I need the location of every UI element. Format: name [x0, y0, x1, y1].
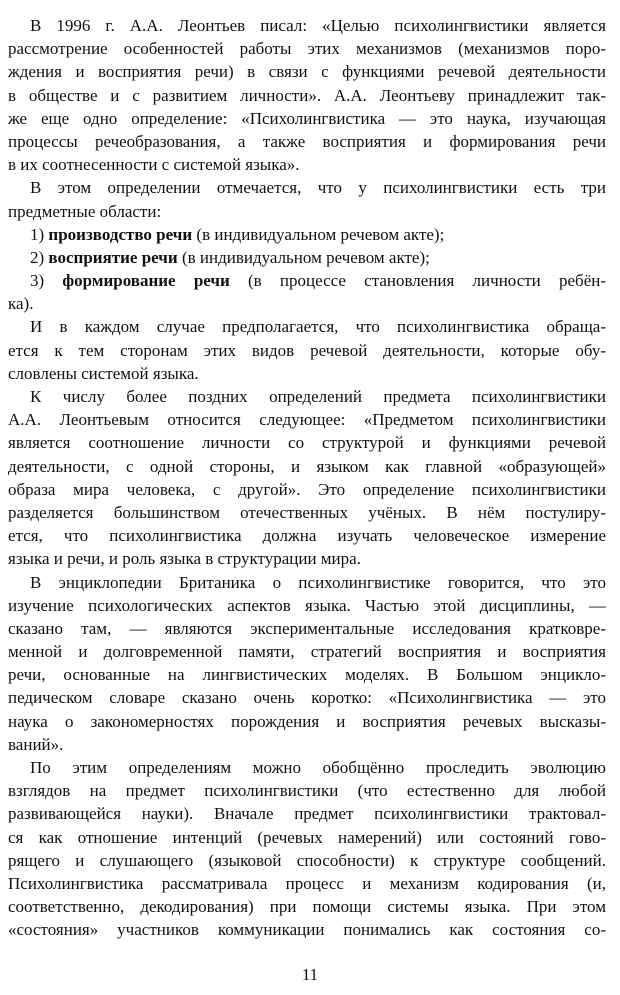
- page-text: [8, 0, 606, 942]
- text-line: является соотношение личности со структурой и функциями речевой: [8, 433, 606, 453]
- text-line: языка и речи, и роль языка в структурации мира.: [8, 549, 361, 569]
- text-line: педическом словаре сказано очень коротко: «Психолингвистика — это: [8, 688, 606, 708]
- page-number: 11: [301, 965, 319, 984]
- paragraph-2: [8, 176, 606, 222]
- text-line: в их соотнесенности с системой языка».: [8, 155, 300, 175]
- paragraph-3: [8, 315, 606, 385]
- text-line: взглядов на предмет психолингвистики (что естественно для любой: [8, 781, 606, 801]
- paragraph-1: [8, 14, 606, 176]
- subject-areas-list: [8, 223, 606, 316]
- text-line: речи, основанные на лингвистических моделях. В Большом энцикло-: [8, 665, 606, 685]
- text-line: изучение психологических аспектов языка. Частью этой дисциплины, —: [8, 595, 606, 615]
- text-line: разделяется большинством отечественных учёных. В нём постулиру-: [8, 502, 606, 522]
- text-line: процессы речеобразования, а также восприятия и формирования речи: [8, 131, 606, 151]
- text-line: Психолингвистика рассматривала процесс и механизм кодирования (и,: [8, 873, 606, 893]
- text-line: же еще одно определение: «Психолингвистика — это наука, изучающая: [8, 108, 606, 128]
- text-line: словлены системой языка.: [8, 363, 199, 383]
- text-line: «состояния» участников коммуникации понимались как состояния со-: [8, 920, 606, 940]
- text-line: развивающейся науки). Вначале предмет психолингвистики трактовал-: [8, 804, 606, 824]
- list-item-term: восприятие речи: [48, 247, 178, 267]
- text-line: ся как отношение интенций (речевых намерений) или состояний гово-: [8, 827, 606, 847]
- text-line: в обществе и с развитием личности». А.А. Леонтьеву принадлежит так-: [8, 85, 606, 105]
- list-item-term: производство речи: [48, 224, 193, 244]
- text-line: ется, что психолингвистика должна изучать человеческое измерение: [8, 526, 606, 546]
- list-item: 3) формирование речи (в процессе становления личности ребён-: [30, 271, 606, 291]
- text-line: В 1996 г. А.А. Леонтьев писал: «Целью психолингвистики является: [30, 16, 606, 35]
- text-line: В этом определении отмечается, что у психолингвистики есть три: [30, 178, 606, 198]
- list-item: 1) производство речи (в индивидуальном речевом акте);: [30, 224, 445, 244]
- text-line: И в каждом случае предполагается, что психолингвистика обраща-: [30, 317, 606, 337]
- text-line: По этим определениям можно обобщённо проследить эволюцию: [30, 758, 606, 777]
- paragraph-6: [8, 756, 606, 942]
- text-line: рассмотрение особенностей работы этих механизмов (механизмов поро-: [8, 39, 606, 59]
- text-line: К числу более поздних определений предмета психолингвистики: [30, 387, 606, 406]
- text-line: предметные области:: [8, 201, 162, 221]
- list-item-term: формирование речи: [62, 271, 230, 291]
- text-line: менной и долговременной памяти, стратегий восприятия и восприятия: [8, 642, 606, 662]
- text-line: соответственно, декодирования) при помощи системы языка. При этом: [8, 897, 606, 917]
- text-line: наука о закономерностях порождения и восприятия речевых высказы-: [8, 711, 606, 731]
- paragraph-4: [8, 385, 606, 571]
- text-line: В энциклопедии Британика о психолингвистике говорится, что это: [30, 572, 606, 592]
- paragraph-5: [8, 571, 606, 757]
- text-line: ка).: [8, 294, 34, 314]
- text-line: деятельности, с одной стороны, и языком как главной «образующей»: [8, 456, 606, 476]
- text-line: ждения и восприятия речи) в связи с функциями речевой деятельности: [8, 62, 606, 82]
- text-line: ваний».: [8, 734, 64, 754]
- text-line: ется к тем сторонам этих видов речевой деятельности, которые обу-: [8, 340, 606, 360]
- text-line: сказано там, — являются экспериментальные исследования кратковре-: [8, 618, 606, 638]
- list-item: 2) восприятие речи (в индивидуальном речевом акте);: [30, 247, 430, 267]
- text-line: образа мира человека, с другой». Это определение психолингвистики: [8, 479, 606, 499]
- text-line: рящего и слушающего (языковой способности) к структуре сообщений.: [8, 850, 606, 870]
- text-line: А.А. Леонтьевым относится следующее: «Предметом психолингвистики: [8, 410, 606, 430]
